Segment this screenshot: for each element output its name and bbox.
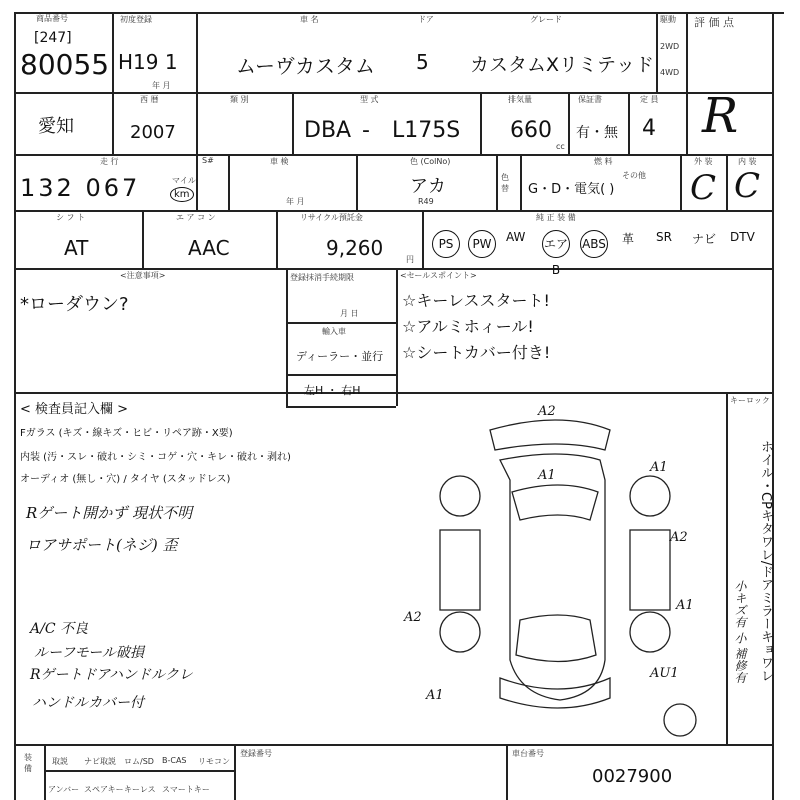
damage-mark-fender: A1: [650, 460, 668, 475]
damage-mark-door-r: A2: [670, 530, 688, 545]
damage-mark-hood: A1: [538, 468, 556, 483]
chassis-number: 0027900: [592, 766, 673, 787]
inspector-label: < 検査員記入欄 >: [20, 402, 129, 417]
displacement: 660: [510, 118, 552, 143]
color-value: アカ: [410, 176, 446, 197]
reg-year: H19 1: [118, 50, 178, 74]
auction-sheet: 商品番号 [247] 80055 初度登録 H19 1 年 月 車 名 ムーヴカスタム ドア 5 グレード カスタムXリミテッド 駆動 2WD 4WD 評 価 点 R 愛知 西 暦 2007 類 別 型 式 DBA - L175S 排気量 660 cc 保証書 有・無 定 員 4 走 行 132 067 マイル km S# 車 検 年 月 色 (ColNo) アカ R49 色替 燃 料 その他 G・D・電気( ) 外 装 C 内 装 C シ フ ト AT エ ア コ ン AAC リサイクル預託金 9,260 円 純 正 装 備 PS PW AW エアB ABS 革 SR ナビ DTV <注意事項> *ローダウン? 登録抹消手続期限 月 日 輸入車 ディーラー・並行 左H ・ 右H <セールスポイント> ☆キーレススタート! ☆アルミホィール! ☆シートカバー付き! < 検査員記入欄 > Fガラス (キズ・線キズ・ヒビ・リペア跡・X要) 内装 (汚・スレ・破れ・シミ・コゲ・穴・キレ・破れ・剥れ) オーディオ (無し・穴) / タイヤ (スタッドレス) Rゲート開かず 現状不明 ロアサポート(ネジ) 歪 A/C 不良 ルーフモール破損 Rゲートドアハンドルクレ ハンドルカバー付 キーロック A2 A1 A1 A2 A2 A1 AU1 A1 ホイル・CPキタワレ/ドアミラーキョワレ 小キズ有 小 補修有 装備 取説 ナビ取説 ロム/SD B-CAS リモコン アンバー スペアキー キーレス スマートキー 登録番号 車台番号 0027900: [0, 0, 800, 800]
handwritten-note-1: Rゲート開かず 現状不明: [26, 504, 193, 522]
car-name: ムーヴカスタム: [236, 54, 375, 78]
scratch-note: 小キズ有 小 補修有: [733, 580, 747, 684]
handwritten-note-4: ルーフモール破損: [34, 645, 144, 661]
notice-text: *ローダウン?: [20, 294, 129, 315]
handwritten-note-5: Rゲートドアハンドルクレ: [30, 667, 193, 683]
score-label: 評 価 点: [694, 16, 734, 29]
grade-label: グレード: [530, 15, 562, 24]
model-prefix: DBA: [304, 118, 352, 143]
door-label: ドア: [418, 15, 434, 24]
car-diagram: [400, 400, 726, 744]
car-name-label: 車 名: [300, 15, 319, 24]
damage-mark-rear-r: AU1: [650, 666, 679, 681]
equipment-item: PS: [432, 230, 460, 258]
damage-mark-rear-l: A1: [426, 688, 444, 703]
equipment-item: PW: [468, 230, 496, 258]
wheel-note: ホイル・CPキタワレ/ドアミラーキョワレ: [758, 440, 773, 683]
row3-bottom: [14, 210, 772, 212]
reg-label: 初度登録: [120, 15, 152, 24]
capacity: 4: [642, 116, 656, 141]
row2-bottom: [14, 154, 772, 156]
handwritten-note-2: ロアサポート(ネジ) 歪: [26, 536, 178, 554]
equipment-item: DTV: [730, 230, 755, 244]
mileage: 132 067: [20, 174, 141, 202]
equipment-item: ナビ: [692, 232, 717, 246]
handwritten-note-6: ハンドルカバー付: [32, 695, 144, 711]
damage-mark-quarter: A1: [676, 598, 694, 613]
border-left: [14, 12, 16, 800]
damage-mark-roof: A2: [538, 404, 556, 419]
ac-value: AAC: [188, 236, 230, 260]
equipment-item: ABS: [580, 230, 608, 258]
sales-point-2: ☆アルミホィール!: [402, 317, 534, 336]
footer-top: [14, 744, 772, 746]
score-value: R: [702, 88, 739, 144]
interior-grade: C: [734, 166, 761, 206]
stock-label: 商品番号: [36, 14, 68, 23]
equipment-item: 革: [622, 232, 635, 246]
drive-label: 駆動: [660, 15, 676, 24]
warranty: 有・無: [576, 125, 618, 141]
notes-bottom: [14, 392, 772, 394]
equipment-item: エアB: [542, 230, 570, 277]
equipment-item: SR: [656, 230, 672, 244]
lot-bracket: [247]: [34, 30, 72, 46]
area: 愛知: [38, 116, 74, 137]
shift-value: AT: [64, 236, 89, 260]
doors-value: 5: [416, 50, 429, 74]
year-value: 2007: [130, 122, 176, 143]
handwritten-note-3: A/C 不良: [30, 621, 88, 637]
sales-point-1: ☆キーレススタート!: [402, 291, 550, 310]
model-code: L175S: [392, 118, 461, 143]
sales-point-3: ☆シートカバー付き!: [402, 343, 551, 362]
lot-number: 80055: [20, 48, 110, 81]
exterior-grade: C: [690, 168, 717, 208]
grade-value: カスタムXリミテッド: [470, 54, 655, 76]
equipment-item: AW: [506, 230, 526, 244]
fuel-value: G・D・電気( ): [528, 182, 615, 197]
km-unit: km: [170, 187, 194, 202]
damage-mark-door-l: A2: [404, 610, 422, 625]
recycle-amount: 9,260: [326, 236, 384, 260]
